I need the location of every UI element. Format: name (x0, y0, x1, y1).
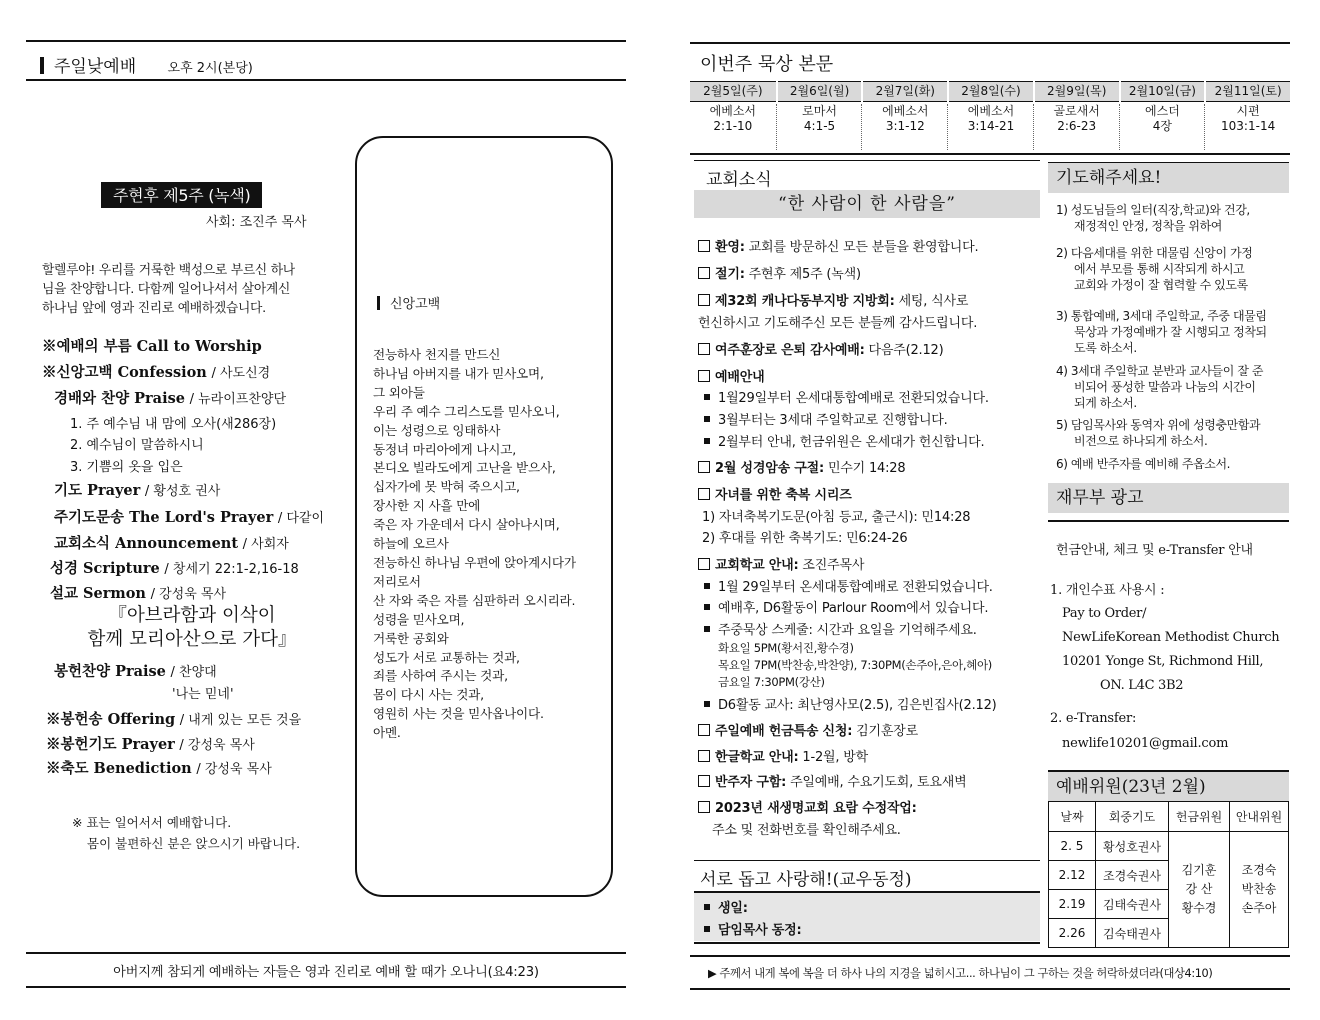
news-memory-verse: 2월 성경암송 구절: 민수기 14:28 (698, 457, 905, 476)
news-directory-text: 주소 및 전화번호를 확인해주세요. (712, 823, 901, 838)
creed-line: 이는 성령으로 잉태하사 (373, 422, 501, 438)
hymn-item: 1. 주 예수님 내 맘에 오사(새286장) (70, 417, 277, 432)
right-footer-rule-top (690, 955, 1290, 957)
address-line: NewLifeKorean Methodist Church (1062, 630, 1280, 645)
care-item: 생일: (700, 897, 748, 916)
creed-line: 산 자와 죽은 자를 심판하러 오시리라. (373, 592, 576, 608)
bullet-icon (704, 438, 710, 444)
schedule-passage (947, 104, 1034, 150)
bullet-icon (704, 926, 710, 932)
cell-offering: 김기훈 강 산 황수경 (1169, 832, 1230, 948)
cell-prayer: 조경숙권사 (1096, 861, 1169, 890)
list-item: D6활동 교사: 최난영사모(2.5), 김은빈집사(2.12) (700, 694, 997, 713)
col-header: 날짜 (1049, 802, 1096, 832)
checkbox-icon (698, 558, 710, 570)
footer-rule-top (26, 952, 626, 954)
news-school: 교회학교 안내: 조진주목사 (698, 554, 864, 573)
cell-date: 2.19 (1049, 890, 1096, 919)
list-item: 2월부터 안내, 헌금위원은 온세대가 헌신합니다. (700, 431, 984, 450)
checkbox-icon (698, 240, 710, 252)
creed-line: 거룩한 공회와 (373, 630, 449, 646)
prayer-item (1056, 456, 1230, 472)
creed-line: 전능하사 천지를 만드신 (373, 347, 501, 362)
checkbox-icon (698, 801, 710, 813)
prayer-line: 비되어 풍성한 말씀과 나눔의 시간이 (1074, 380, 1256, 394)
passage-book: 시편 (1236, 104, 1260, 118)
order-prayer: 기도 Prayer / 황성호 권사 (54, 482, 221, 499)
news-korean-school: 한글학교 안내: 1-2월, 방학 (698, 746, 868, 765)
check-address (1062, 602, 1279, 698)
col-header: 회중기도 (1096, 802, 1169, 832)
cell-date: 2. 5 (1049, 832, 1096, 861)
note-line: 몸이 불편하신 분은 앉으시기 바랍니다. (87, 836, 301, 851)
schedule-passage (776, 104, 863, 150)
schedule-passage (861, 104, 948, 150)
checkbox-icon (698, 488, 710, 500)
news-conference: 제32회 캐나다동부지방 지방회: 세팅, 식사로 (698, 290, 968, 309)
passage-ref: 4장 (1152, 119, 1173, 133)
order-offering: ※봉헌송 Offering / 내게 있는 모든 것을 (46, 711, 302, 728)
sermon-title-line: 함께 모리아산으로 가다』 (87, 629, 297, 650)
cell-date: 2.26 (1049, 919, 1096, 948)
creed-line: 아멘. (373, 725, 401, 741)
checkbox-icon (698, 750, 710, 762)
creed-line: 저리로서 (373, 573, 421, 589)
schedule-passage (1204, 104, 1291, 150)
creed-title: 신앙고백 (390, 297, 441, 312)
creed-line: 우리 주 예수 그리스도를 믿사오니, (373, 403, 560, 419)
prayer-item (1056, 245, 1252, 293)
schedule-passage (1033, 104, 1120, 150)
list-item: 예배후, D6활동이 Parlour Room에서 있습니다. (700, 597, 988, 616)
creed-line: 몸이 다시 사는 것과, (373, 687, 484, 703)
passage-ref: 2:1-10 (713, 119, 753, 133)
finance-subtitle: 헌금안내, 체크 및 e-Transfer 안내 (1056, 543, 1253, 558)
order-offering-praise: 봉헌찬양 Praise / 찬양대 (54, 663, 217, 680)
bullet-icon (704, 394, 710, 400)
prayer-title: 기도해주세요! (1048, 162, 1289, 193)
care-title: 서로 돕고 사랑해!(교우동정) (700, 870, 912, 890)
creed-line: 죽은 자 가운데서 다시 살아나시며, (373, 517, 560, 533)
order-sermon: 설교 Sermon / 강성욱 목사 (50, 585, 227, 602)
order-offering-prayer: ※봉헌기도 Prayer / 강성욱 목사 (46, 736, 255, 753)
creed-line: 십자가에 못 박혀 죽으시고, (373, 479, 520, 495)
committee-title: 예배위원(23년 2월) (1048, 770, 1289, 802)
checkbox-icon (698, 267, 710, 279)
schedule-date: 2월11일(토) (1206, 81, 1290, 102)
checkbox-icon (698, 294, 710, 306)
creed-text (373, 346, 576, 743)
schedule-date: 2월7일(화) (863, 81, 947, 102)
creed-line: 그 외아들 (373, 384, 425, 400)
creed-bar-icon (377, 296, 380, 310)
prayer-line: 6) 예배 반주자를 예비해 주옵소서. (1056, 457, 1231, 471)
passage-ref: 103:1-14 (1221, 119, 1276, 133)
list-item: 1) 자녀축복기도문(아침 등교, 출근시): 민14:28 (702, 510, 971, 525)
news-welcome: 환영: 교회를 방문하신 모든 분들을 환영합니다. (698, 236, 978, 255)
header-rule (26, 79, 626, 81)
news-top-rule (694, 160, 1040, 161)
news-banner: “한 사람이 한 사람을” (694, 190, 1040, 218)
intro-line: 할렐루야! 우리를 거룩한 백성으로 부르신 하나 (42, 263, 295, 278)
schedule-date: 2월5일(주) (690, 81, 776, 102)
col-header: 안내위원 (1230, 802, 1289, 832)
cell-date: 2.12 (1049, 861, 1096, 890)
schedule-date: 2월6일(월) (778, 81, 862, 102)
standing-note (72, 812, 300, 854)
right-footer-verse: ▶ 주께서 내게 복에 복을 더 하사 나의 지경을 넓히시고... 하나님이 그 구하는 것을 허락하셨더라(대상4:10) (708, 967, 1213, 980)
praise-song: '나는 믿네' (172, 687, 234, 702)
creed-line: 장사한 지 사흘 만에 (373, 498, 481, 514)
finance-title: 재무부 광고 (1048, 483, 1289, 513)
order-confession: ※신앙고백 Confession / 사도신경 (42, 364, 271, 381)
news-conference-text: 헌신하시고 기도해주신 모든 분들께 감사드립니다. (698, 316, 978, 331)
creed-line: 하늘에 오르사 (373, 536, 449, 552)
prayer-line: 비전으로 하나되게 하소서. (1074, 434, 1208, 448)
passage-book: 에스더 (1145, 104, 1180, 118)
order-announcement: 교회소식 Announcement / 사회자 (54, 535, 289, 552)
top-rule (26, 40, 626, 42)
passage-book: 로마서 (802, 104, 837, 118)
news-thanks: 여주훈장로 은퇴 감사예배: 다음주(2.12) (698, 339, 944, 358)
news-worship: 예배안내 (698, 366, 764, 385)
news-directory: 2023년 새생명교회 요람 수정작업: (698, 797, 917, 816)
service-title: 주일낮예배 (54, 57, 137, 77)
week-title: 주현후 제5주 (녹색) (101, 182, 262, 208)
passage-ref: 3:14-21 (967, 119, 1015, 133)
footer-verse: 아버지께 참되게 예배하는 자들은 영과 진리로 예배 할 때가 오나니(요4:23) (113, 965, 539, 980)
prayer-item (1056, 202, 1250, 234)
order-scripture: 성경 Scripture / 창세기 22:1-2,16-18 (50, 560, 299, 577)
passage-book: 에베소서 (709, 104, 757, 118)
schedule-line: 화요일 5PM(황서진,황수경) (718, 641, 854, 655)
col-header: 헌금위원 (1169, 802, 1230, 832)
schedule-passage (1119, 104, 1206, 150)
news-title: 교회소식 (706, 170, 772, 190)
prayer-line: 2) 다음세대를 위한 대물림 신앙이 가정 (1056, 246, 1253, 260)
prayer-item (1056, 417, 1260, 449)
address-line: ON. L4C 3B2 (1100, 678, 1184, 693)
meditation-bottom-rule (690, 153, 1290, 155)
list-item: 1월29일부터 온세대통합예배로 전환되었습니다. (700, 387, 989, 406)
footer-rule-bottom (26, 986, 626, 988)
meditation-top-rule (690, 42, 1290, 44)
creed-line: 본디오 빌라도에게 고난을 받으사, (373, 460, 556, 476)
check-label: 1. 개인수표 사용시 : (1050, 583, 1165, 598)
schedule-line: 목요일 7PM(박찬송,박찬양), 7:30PM(손주아,은아,혜아) (718, 658, 992, 672)
address-line: 10201 Yonge St, Richmond Hill, (1062, 654, 1264, 669)
cell-prayer: 김태숙권사 (1096, 890, 1169, 919)
cell-prayer: 황성호권사 (1096, 832, 1169, 861)
service-header (40, 52, 253, 77)
schedule-passage (690, 104, 776, 150)
passage-ref: 2:6-23 (1057, 119, 1097, 133)
prayer-line: 묵상과 가정예배가 잘 시행되고 정착되 (1074, 325, 1267, 339)
creed-line: 영원히 사는 것을 믿사옵나이다. (373, 706, 544, 722)
care-bottom-rule (694, 942, 1040, 944)
passage-ref: 3:1-12 (885, 119, 925, 133)
passage-ref: 4:1-5 (803, 119, 836, 133)
prayer-line: 에서 부모를 통해 시작되게 하시고 (1074, 262, 1245, 276)
news-offering-special: 주일예배 헌금특송 신청: 김기훈장로 (698, 720, 918, 739)
prayer-line: 도록 하소서. (1074, 341, 1137, 355)
header-bar-icon (40, 57, 44, 74)
finance-rule (1048, 520, 1289, 522)
bullet-icon (704, 701, 710, 707)
service-time: 오후 2시(본당) (167, 61, 253, 76)
prayer-line: 1) 성도님들의 일터(직장,학교)와 건강, (1056, 203, 1250, 217)
committee-table (1048, 801, 1289, 948)
prayer-item (1056, 363, 1263, 411)
bullet-icon (704, 416, 710, 422)
order-lords-prayer: 주기도문송 The Lord's Prayer / 다같이 (54, 509, 325, 526)
bullet-icon (704, 904, 710, 910)
presider: 사회: 조진주 목사 (206, 215, 307, 230)
cell-prayer: 김숙태권사 (1096, 919, 1169, 948)
checkbox-icon (698, 461, 710, 473)
creed-line: 죄를 사하여 주시는 것과, (373, 668, 508, 684)
sermon-title (42, 604, 342, 652)
list-item: 3월부터는 3세대 주일학교로 진행합니다. (700, 409, 948, 428)
prayer-line: 4) 3세대 주일학교 분반과 교사들이 잘 준 (1056, 364, 1264, 378)
schedule-date: 2월9일(목) (1035, 81, 1119, 102)
etransfer-label: 2. e-Transfer: (1050, 711, 1137, 726)
creed-line: 하나님 아버지를 내가 믿사오며, (373, 365, 544, 381)
intro-line: 하나님 앞에 영과 진리로 예배하겠습니다. (42, 301, 266, 316)
checkbox-icon (698, 343, 710, 355)
creed-line: 동정녀 마리아에게 나시고, (373, 441, 517, 457)
bullet-icon (704, 583, 710, 589)
meditation-title: 이번주 묵상 본문 (700, 54, 834, 75)
note-line: ※ 표는 일어서서 예배합니다. (72, 815, 232, 830)
news-accompanist: 반주자 구함: 주일예배, 수요기도회, 토요새벽 (698, 771, 966, 790)
checkbox-icon (698, 724, 710, 736)
checkbox-icon (698, 775, 710, 787)
hymn-item: 2. 예수님이 말씀하시니 (70, 438, 204, 453)
right-footer-rule-bottom (690, 988, 1290, 990)
hymn-item: 3. 기쁨의 옷을 입은 (70, 460, 183, 475)
checkbox-icon (698, 370, 710, 382)
list-item: 2) 후대를 위한 축복기도: 민6:24-26 (702, 531, 908, 546)
list-item: 1월 29일부터 온세대통합예배로 전환되었습니다. (700, 576, 993, 595)
passage-book: 골로새서 (1053, 104, 1100, 118)
creed-line: 성도가 서로 교통하는 것과, (373, 649, 520, 665)
prayer-line: 재정적인 안정, 정착을 위하여 (1074, 219, 1222, 233)
intro-line: 님을 찬양합니다. 다함께 일어나셔서 살아계신 (42, 282, 291, 297)
cell-usher: 조경숙 박찬송 손주아 (1230, 832, 1289, 948)
passage-book: 에베소서 (882, 104, 929, 118)
passage-book: 에베소서 (967, 104, 1015, 118)
prayer-line: 3) 통합예배, 3세대 주일학교, 주중 대물림 (1056, 309, 1267, 323)
prayer-item (1056, 308, 1267, 356)
creed-line: 성령을 믿사오며, (373, 611, 465, 627)
creed-line: 전능하신 하나님 우편에 앉아계시다가 (373, 554, 576, 570)
care-item: 담임목사 동정: (700, 919, 801, 938)
etransfer-email: newlife10201@gmail.com (1062, 736, 1229, 751)
news-season: 절기: 주현후 제5주 (녹색) (698, 263, 861, 282)
order-praise: 경배와 찬양 Praise / 뉴라이프찬양단 (54, 390, 286, 407)
news-blessing: 자녀를 위한 축복 시리즈 (698, 484, 852, 503)
order-benediction: ※축도 Benediction / 강성욱 목사 (46, 760, 272, 777)
prayer-line: 5) 담임목사와 동역자 위에 성령충만함과 (1056, 418, 1261, 432)
bullet-icon (704, 626, 710, 632)
bullet-icon (704, 604, 710, 610)
school-schedule (718, 640, 992, 691)
schedule-date: 2월10일(금) (1121, 81, 1205, 102)
creed-header (377, 293, 440, 312)
list-item: 주중묵상 스케줄: 시간과 요일을 기억해주세요. (700, 619, 977, 638)
schedule-date: 2월8일(수) (949, 81, 1033, 102)
care-top-rule (694, 860, 1040, 861)
prayer-line: 교회와 가정이 잘 협력할 수 있도록 (1074, 278, 1248, 292)
schedule-line: 금요일 7:30PM(강산) (718, 675, 825, 689)
prayer-line: 되게 하소서. (1074, 396, 1137, 410)
order-call-to-worship: ※예배의 부름 Call to Worship (42, 338, 262, 355)
table-row (1049, 832, 1289, 861)
address-line: Pay to Order/ (1062, 606, 1147, 621)
intro-text (42, 261, 295, 318)
sermon-title-line: 『아브라함과 이삭이 (108, 605, 276, 626)
